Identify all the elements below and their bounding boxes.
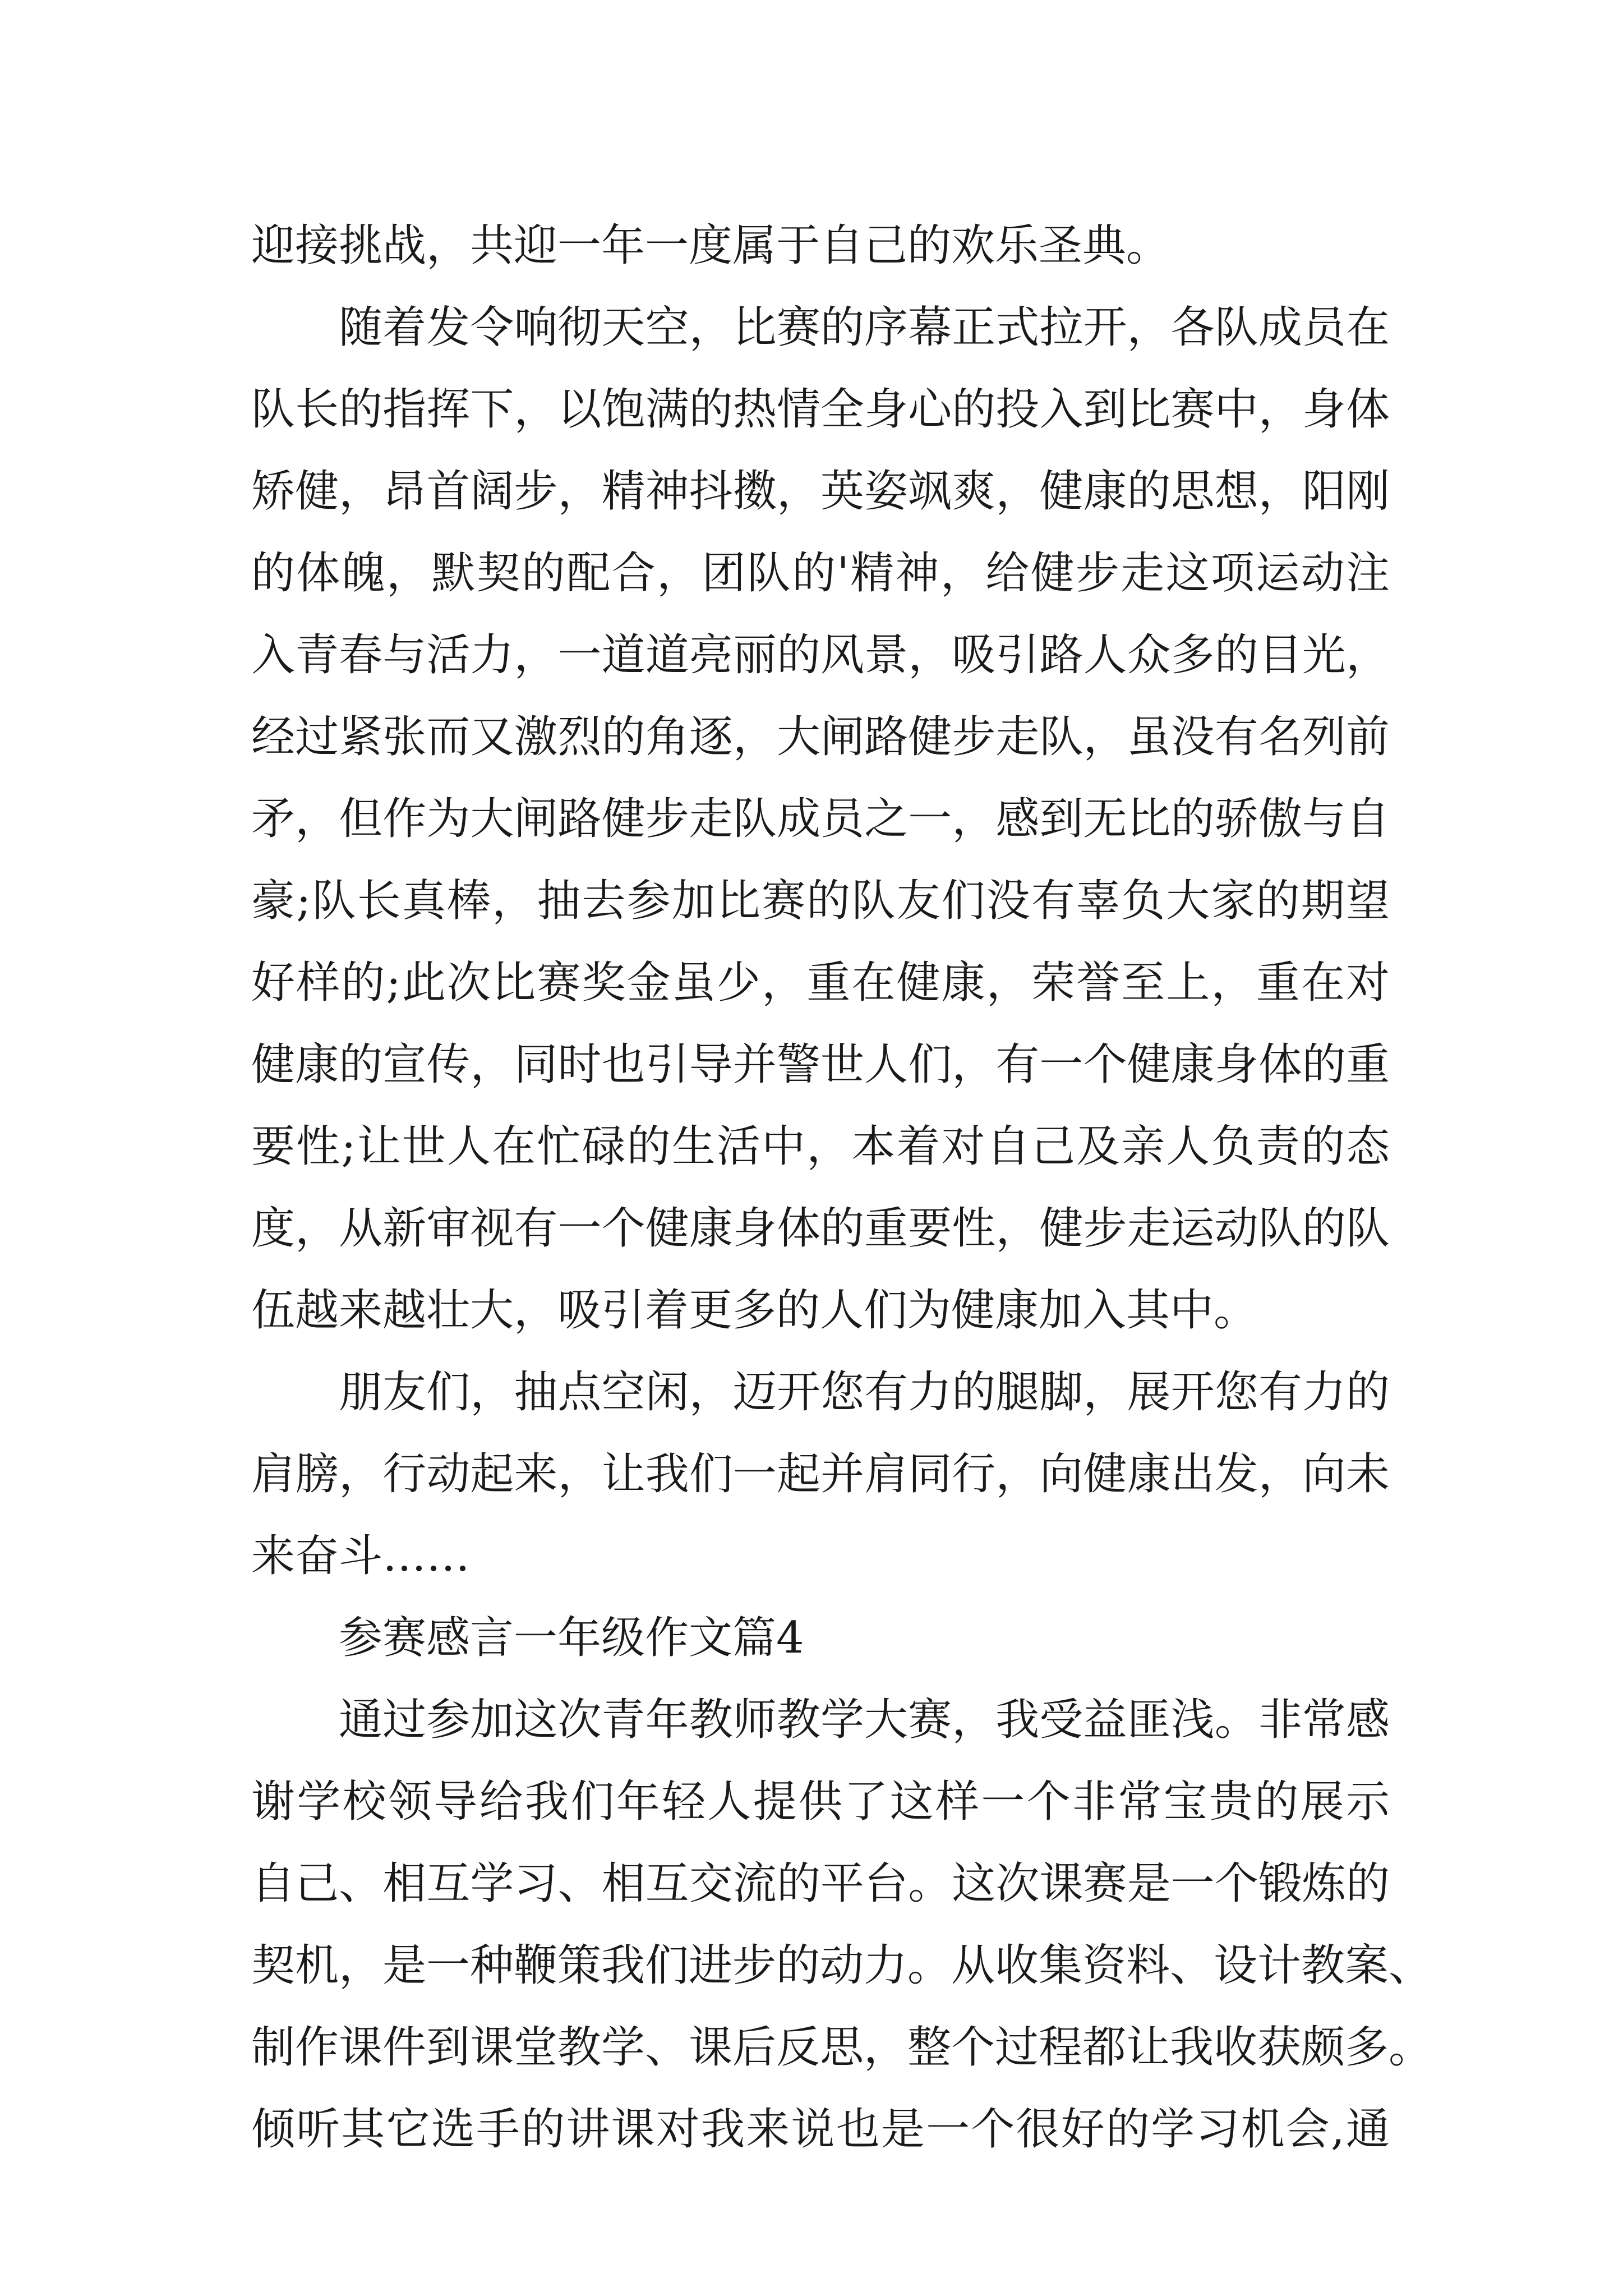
section-heading: 参赛感言一年级作文篇4 xyxy=(339,1613,804,1663)
text-line: 度，从新审视有一个健康身体的重要性，健步走运动队的队 xyxy=(251,1203,1390,1254)
text-line: 矫健，昂首阔步，精神抖擞，英姿飒爽，健康的思想，阳刚 xyxy=(251,466,1390,517)
paragraph-first-line: 随着发令响彻天空，比赛的序幕正式拉开，各队成员在 xyxy=(339,302,1390,353)
text-line: 好样的;此次比赛奖金虽少，重在健康，荣誉至上，重在对 xyxy=(251,958,1390,1008)
text-line: 队长的指挥下，以饱满的热情全身心的投入到比赛中，身体 xyxy=(251,384,1390,435)
text-line: 要性;让世人在忙碌的生活中，本着对自己及亲人负责的态 xyxy=(251,1121,1390,1172)
paragraph-first-line: 通过参加这次青年教师教学大赛，我受益匪浅。非常感 xyxy=(339,1695,1390,1745)
text-line: 迎接挑战，共迎一年一度属于自己的欢乐圣典。 xyxy=(251,220,1170,271)
text-line: 来奋斗…… xyxy=(251,1531,471,1581)
text-line: 自己、相互学习、相互交流的平台。这次课赛是一个锻炼的 xyxy=(251,1858,1390,1909)
text-line: 肩膀，行动起来，让我们一起并肩同行，向健康出发，向未 xyxy=(251,1449,1390,1499)
text-line: 豪;队长真棒，抽去参加比赛的队友们没有辜负大家的期望 xyxy=(251,876,1390,926)
body-text xyxy=(251,205,1433,2170)
paragraph-first-line: 朋友们，抽点空闲，迈开您有力的腿脚，展开您有力的 xyxy=(339,1367,1390,1418)
text-line: 伍越来越壮大，吸引着更多的人们为健康加入其中。 xyxy=(251,1285,1258,1336)
text-line: 健康的宣传，同时也引导并警世人们，有一个健康身体的重 xyxy=(251,1039,1390,1090)
text-line: 制作课件到课堂教学、课后反思，整个过程都让我收获颇多。 xyxy=(251,2022,1433,2073)
text-line: 的体魄，默契的配合，团队的'精神，给健步走这项运动注 xyxy=(251,548,1390,599)
text-line: 契机，是一种鞭策我们进步的动力。从收集资料、设计教案、 xyxy=(251,1940,1433,1991)
text-line: 谢学校领导给我们年轻人提供了这样一个非常宝贵的展示 xyxy=(251,1777,1390,1827)
text-line: 经过紧张而又激烈的角逐，大闸路健步走队，虽没有名列前 xyxy=(251,712,1390,762)
text-line: 倾听其它选手的讲课对我来说也是一个很好的学习机会,通 xyxy=(251,2104,1390,2155)
text-line: 矛，但作为大闸路健步走队成员之一，感到无比的骄傲与自 xyxy=(251,794,1390,844)
text-line: 入青春与活力，一道道亮丽的风景，吸引路人众多的目光， xyxy=(251,630,1390,680)
